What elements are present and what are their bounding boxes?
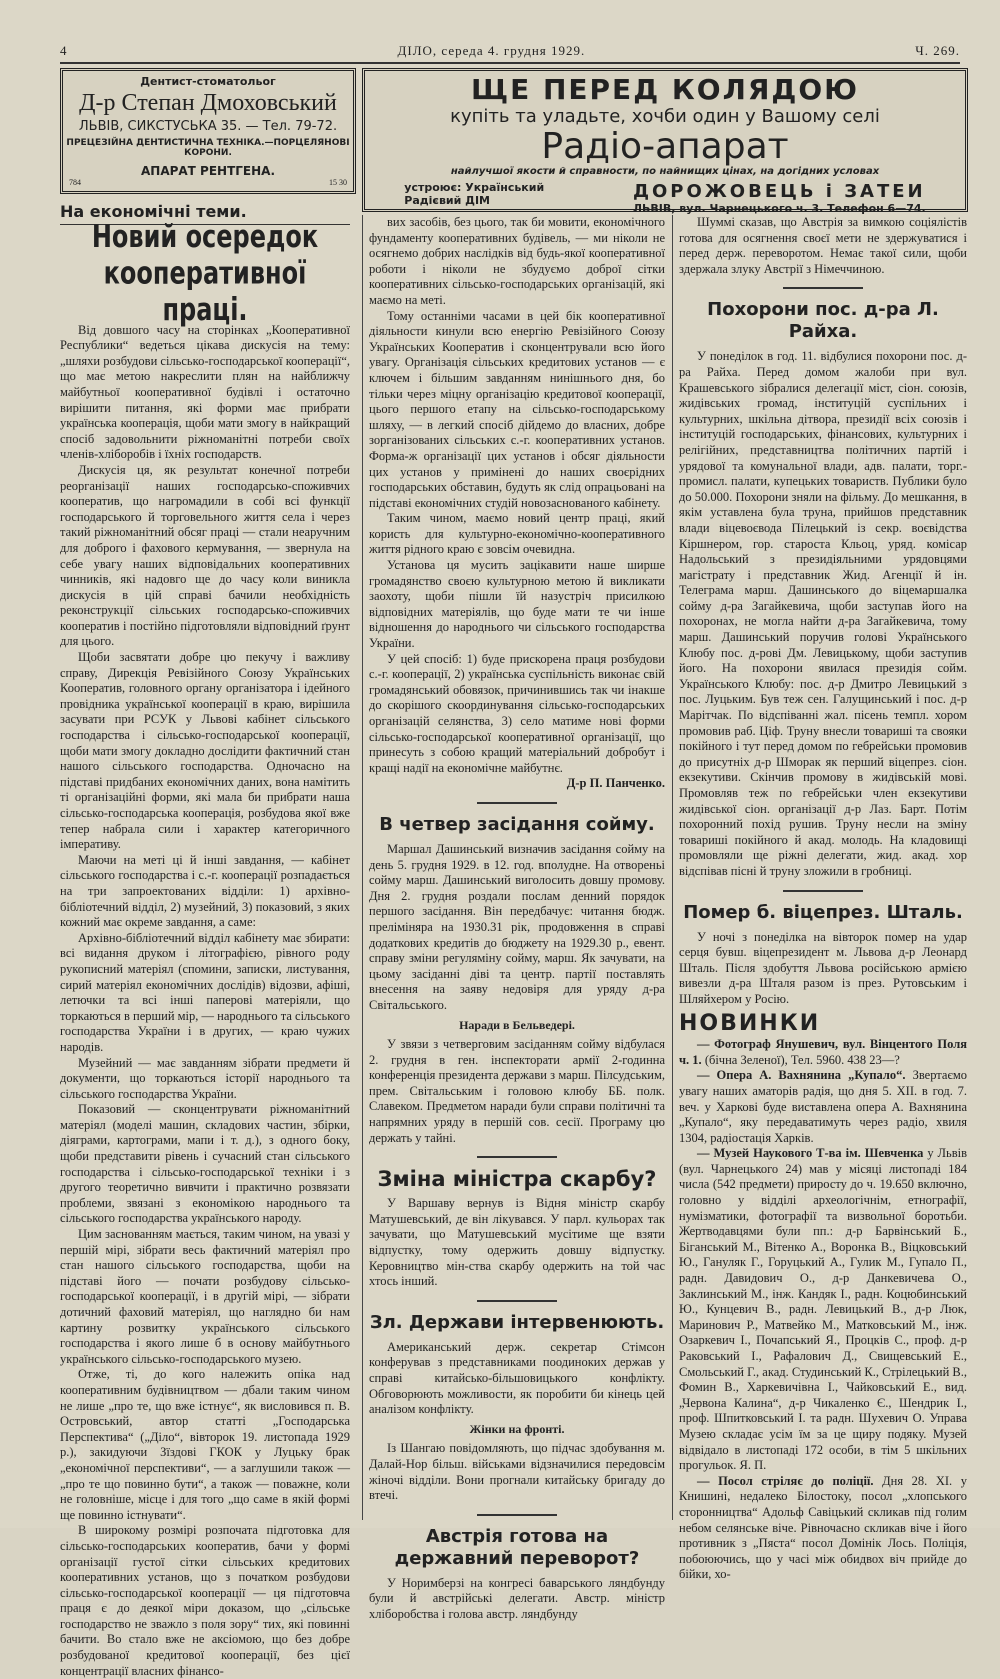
headline-minister: Зміна міністра скарбу?	[377, 1167, 657, 1192]
news-leadin: — Опера А. Вахнянина „Купало“.	[697, 1068, 906, 1083]
paragraph: Шуммі сказав, що Австрія за вимкою соціялістів готова для осягнення своєї мети не здержуватися і перед держ. переворотом. Немає такої сили, щоби здержала злуку Австрії з Німеччиною.	[679, 215, 967, 276]
divider	[783, 890, 863, 892]
paragraph: Таким чином, маємо новий центр праці, який користь для культурно-економічно-кооперативного життя рідного краю є зовсім очевидна.	[369, 511, 665, 557]
ad-radio-headline: ЩЕ ПЕРЕД КОЛЯДОЮ	[470, 73, 859, 106]
ad-radio-quality: найлучшої якости й справности, по найнищих цінах, на догідних условах	[450, 166, 880, 178]
headline-stahl: Помер б. віцепрез. Шталь.	[683, 901, 963, 923]
paragraph: Щоби засвятати добре цю пекучу і важливу справу, Дирекція Ревізійного Союзу Українських Кооператив, головного органу організатора і ідейного провідника української кооперації в краю, вирішила засувати при РСУК у Львові кабінет сільського господарства і сільсько-господарської кооперації, щоби мати змогу докладно дослідити фактичний стан нашого сільського господарства. Одночасно на підставі придбаних економічних даних, вона намітить ті організаційні форми, які мала би прибрати наша сільсько-господарська кооперація, розбудова якої вже тепер набрала сили і характер категоричного імперативу.	[60, 650, 350, 852]
page-number: 4	[60, 43, 68, 58]
headline-powers: Зл. Держави інтервенюють.	[369, 1311, 665, 1333]
news-item	[679, 1146, 967, 1473]
column-2	[362, 215, 665, 1621]
news-text: (бічна Зеленої), Тел. 5960. 438 23—?	[704, 1052, 900, 1067]
paragraph: Установа ця мусить зацікавити наше ширше громадянство своєю культурною метою й викликати заохоту, щоби пішли їй назустріч присилкою відповідних матеріялів, що буде мати те чи інше відношення до народнього чи сільського господарства України.	[369, 558, 665, 651]
ad-dentist-xray: АПАРАТ РЕНТГЕНА.	[140, 164, 275, 178]
ad-radio-installer: устроює: Український Радієвий ДІМ	[404, 181, 545, 208]
paragraph: У ночі з понеділка на вівторок помер на удар серця бувш. віцепрезидент м. Львова д-р Леонард Шталь. Після здобуття Львова російською армією вивезли д-ра Шталя разом із през. Рутовським і Шляйхером у Росію.	[679, 929, 967, 1006]
news-text: Звертаємо увагу наших аматорів радія, що дня 5. XII. в год. 7. веч. у Харкові буде виставлена опера А. Вахнянина „Купало“, яку передаватимуть через радіо, хвиля 1304, радіостація Харків.	[679, 1068, 967, 1145]
news-section-title: НОВИНКИ	[679, 1010, 821, 1036]
dentist-advertisement	[60, 68, 356, 194]
divider	[477, 1300, 557, 1302]
issue-number: Ч. 269.	[915, 43, 960, 58]
subheading-women: Жінки на фронті.	[469, 1421, 565, 1436]
paragraph: Отже, ті, до кого належить опіка над кооперативним будівництвом — дбали таким чином не лише „про те, що вже істнує“, як висловився п. В. Островський, автор статті „Господарська Перспектива“ („Діло“, вівторок 19. листопада 1929 р.), закидуючи Зїздові ГКОК у Луцьку брак „економічної перспективи“, — а заглушили також — „про те що повинно бути“, а також — поважне, коли не головніше, місце і для того „що саме в якій формі ще повинно істнувати“.	[60, 1367, 350, 1522]
headline-sejm: В четвер засідання сойму.	[379, 813, 655, 835]
radio-advertisement	[362, 68, 968, 216]
news-leadin: — Посол стріляє до поліції.	[697, 1473, 874, 1488]
news-item	[679, 1037, 967, 1068]
paragraph: У Варшаву вернув із Відня міністр скарбу Матушевський, де він лікувався. У парл. кульорах так зачувати, що Матушевський мусітиме ще взяти відпустку, тому одержить довшу відпустку. Керовництво мін-ства скарбу одержить на той час хтось інший.	[369, 1196, 665, 1289]
paragraph: У цей спосіб: 1) буде прискорена праця розбудови с.-г. кооперації, 2) українська суспільність виконає свій громадянський обовязок, причинившись так чи інакше до скорішого скоординування сільсько-господарських організацій селянства, 3) село матиме нові форми сільсько-господарської кооперативної організації, що принесуть з собою кращий матеріальний добробут і кращі надії на економічне майбутнє.	[369, 651, 665, 775]
news-text: Дня 28. XI. у Книшині, недалеко Білостоку, посол „хлопського сторонництва“ Адольф Савіцький скликав під голим небом селянське віче. Рівночасно скликав віче і його противник з „Пяста“ посол Домінік Лось. Поліція, побоюючись, що у часі між обидвох віч прийде до бійки, хо-	[679, 1473, 968, 1582]
paragraph: Маршал Дашинський визначив засідання сойму на день 5. грудня 1929. в 12. год. вполудне. На отвореньі сойму марш. Дашинський виголосить довшу промову. Дня 2. грудня роздали послам денний порядок першого засідання. Він передбачує: читання бюдж. преліміняра на 1930.31 рік, продовження в справі додаткових кредитів до бюджету на 1929.30 р., евент. справу зміни регуляміну сойму, марш. Як зачувати, на цьому засіданні діві та центр. партії поставлять внесення на заяву недовіря для уряду д-ра Світальського.	[369, 841, 665, 1012]
paragraph: Із Шангаю повідомляють, що підчас здобування м. Далай-Нор більш. військами відзначилися передовсім жіночі відділи. Вони прогнали китайську бригаду до втечі.	[369, 1441, 665, 1503]
ad-ref-right: 15 30	[329, 178, 347, 187]
ad-radio-product: Радіо-апарат	[541, 125, 789, 167]
news-text: у Львів (вул. Чарнецького 24) мав у місяці листопаді 184 числа (542 предмети) приросту до ч. 19.650 включно, головно у відділі археологічнім, етнографії, нумізматики, фотографії та визвольної боротьби. Жертводавцями були пп.: д-р Барвінський Б., Біганський М., Вітенко А., Воронка В., Віцковський Ю., Гануляк Г., Горуцький А., Гулик М., Гупало П., радн. Давидович О., д-р Данкевичева О., Заклинський М., інж. Кандяк І., радн. Коцюбинський Ю., Кунцевич В., радн. Левицький В., д-р Люк, Маринович Р., Матвейко М., Матковський М., інж. Озаркевич І., Почапський Я., Процків С., проф. д-р Раковський І., Рафалович Д., Свищевський Е., Смольський Г., акад. Студинський К., Стрілецький В., Фомин В., Харкевичівна І., Чайковський Е., вид. „Червона Калина“, д-р Чикаленко Є., Шендрик І., проф. Шпитковський І. та радн. Шухевич О. Управа Музею складає усім їм за це щиру подяку. Музей відвідало в листопаді 172 особи, в тім 5 шкільних прогульок. Я. П.	[679, 1146, 968, 1473]
paragraph: Архівно-бібліотечний відділ кабінету має збирати: всі видання друком і літографією, рівного роду рукописний матеріял (спомини, записки, листування, сирий матеріял економічних дослідів) відозви, афіші, летючки та всі інші паперові матеріяли, що торкаються в перший мір, — народнього та сільського господарства України і в других, — краю чужих народів.	[60, 930, 350, 1054]
column-3	[672, 215, 968, 1582]
article-headline: Новий осередок кооперативної праці.	[91, 217, 319, 328]
headline-austria: Австрія готова на державний переворот?	[394, 1525, 640, 1569]
ad-radio-footer	[365, 181, 965, 215]
masthead: ДІЛО, середа 4. грудня 1929.	[397, 43, 586, 58]
divider	[477, 802, 557, 804]
paragraph: Показовий — сконцентрувати ріжноманітний матеріял (моделі машин, складових частин, збірки, діяграми, картограми, мапи і т. д.), з одного боку, щоби представити рівень і сучасний стан сільського господарства і сільсько-господарської техніки і з другого теоретично вивчити і практично розвязати проблеми, звязані з економікою народнього та сільського господарства українського народу.	[60, 1102, 350, 1226]
ad-dentist-name: Д-р Степан Дмоховський	[79, 90, 337, 116]
paragraph: Музейний — має завданням зібрати предмети й документи, що торкаються історії народнього та сільського господарства України.	[60, 1055, 350, 1101]
news-leadin: — Музей Наукового Т-ва ім. Шевченка	[697, 1146, 924, 1161]
page-header	[60, 40, 960, 64]
paragraph: Цим заснованням мається, таким чином, на увазі у першій мірі, зібрати весь фактичний матеріял про стан нашого сільського господарства, щоби на підставі його — почати розбудову сільсько-господарської кооперації, і в другій мірі, — зібрати дотичний фаховий матеріял, що наглядно би нам картину розвитку українського сільського господарства і якого лише б в основу майбутнього українського сільсько-господарського музею.	[60, 1227, 350, 1366]
paragraph: В широкому розмірі розпочата підготовка для сільсько-господарських кооператив, бачи у формі організації густої сітки сільських кредитових кооперативних установ, що з початком розбудови сільсько-господарської кооперації — ця підготовча праця є до деякої міри доказом, що „сільське господарство не зважло з поля зору“ тих, які повинні бачити. Во стало вже не аксіомою, що без добре розбудованої кредитової кооперації, без цієї концентрації власних фінансо-	[60, 1523, 350, 1678]
ad-dentist-services: ПРЕЦЕЗІЙНА ДЕНТИСТИЧНА ТЕХНІКА.—ПОРЦЕЛЯНОВІ КОРОНИ.	[66, 138, 350, 158]
news-leadin: — Фотограф Янушевич, вул. Вінцентого Поля ч. 1.	[679, 1037, 967, 1067]
ad-radio-firm-name: ДОРОЖОВЕЦЬ і ЗАТЕИ	[632, 181, 926, 203]
paragraph: У звязи з четверговим засіданням сойму відбулася 2. грудня в ген. інспекторати армії 2-годинна конференція президента держави з марш. Пілсудським, прем. Світальським і головою клюбу ББ. полк. Славеком. Предметом наради були справи політичні та напрямних уряду в першій сов. сесії. Програму цю держать у тайні.	[369, 1037, 665, 1145]
ad-radio-line2: купіть та уладьте, хочби один у Вашому селі	[450, 105, 880, 127]
author-signature: Д-р П. Панченко.	[566, 776, 665, 791]
divider	[477, 1156, 557, 1158]
paragraph: У Норимберзі на конгресі баварського ляндбунду були й австрійські делегати. Австр. міністр хліборобства і голова австр. ляндбунду	[369, 1575, 665, 1621]
ad-radio-firm-address: ЛЬВІВ, вул. Чарнецького ч. 3. Телефон 6—74.	[632, 202, 926, 216]
subheading-belveder: Наради в Бельведері.	[459, 1017, 575, 1032]
ad-dentist-profession: Дентист-стоматольог	[140, 75, 276, 88]
paragraph: Американський держ. секретар Стімсон конферував з представниками поодиноких держав у справі китайсько-більшовицького конфлікту. Обговорюють можливости, як поробити би кінець цей аналізом конфлікту.	[369, 1339, 665, 1417]
paragraph: Від довшого часу на сторінках „Кооперативної Республики“ ведеться цікава дискусія на тему: „шляхи розбудови сільсько-господарської кооперації“, що має метою накреслити плян на найближчу майбутньої кооперативної будівлі і остаточно вирішити питання, які форми має прибрати українська кооперація, щоби мати змогу в найкращий спосіб задовольнити ріжноманітні потреби своїх членів-хліборобів і їхніх господарств.	[60, 322, 350, 462]
paragraph: Дискусія ця, як результат конечної потреби реорганізації наших господарсько-споживчих кооператив, що нагромадили в собі всі функції господарського й торговельного життя села і через такий ріжноманітний обсяг праці — стали неаручним для доброго і фахового кермування, — звернула на себе увагу наших відповідальних кооперативних чинників, які надовго ще до часу коли виникла дискусія в цій справі бачили необхідність реконструкції сільських господарсько-споживчих кооператив і постійно підготовляли відповідний ґрунт для цього.	[60, 462, 350, 649]
ad-ref-left: 784	[69, 178, 81, 187]
news-item	[679, 1068, 967, 1146]
divider	[783, 287, 863, 289]
ad-dentist-address: ЛЬВІВ, СИКСТУСЬКА 35. — Тел. 79-72.	[78, 119, 338, 134]
paragraph: У понеділок в год. 11. відбулися похорони пос. д-ра Райха. Перед домом жалоби при вул. Крашевського зібралися делегації міст, сіон. союзів, жидівських громад, інституцій суспільних і культурних, шкільна дітвора, президії всіх союзів і інституцій господарських, фінансових, культурних і релігійних, представництва політичних партій і урядової та комунальної влади, адв. палати, торг.-промисл. палати, купецьких товариств. Публики було до 50.000. Похорони зняли на фільму. До мешкання, в якім уставлена була труна, прийшов представник влади віцевоєвода Пілецький із секр. воєвідства Кіршнером, гор. староста Кльоц, уряд. комісар Надольський з президіяльними урядовцями магістрату і представник Жид. Агенції й ін. Телеграма марш. Дашинського до віцемаршалка сойму д-ра Загайкевича, щоби заступав його на похоронах, не могла найти д-ра Загайкевича, тому марш. Дашинський поручив голові Українського Клюбу пос. д-рові Дм. Левицькому, щоби заступив його. На похорони явилася президія сойм. Українського Клюбу: пос. д-р Дмитро Левицький з пос. Луцьким. Був теж сен. Галущинський і пос. д-р Марітчак. По відспіванні жал. пісень темпл. хором промовив раб. Ціф. Труну внесли товариші та свояки покійного і тут перед домом по гебрейськи промовив до присутніх д-р Шморак як перший віцепрез. сіон. екзекутиви. Скінчив промову в жидівській мові. Промовляв теж по гебрейськи член екзекутиви жидівської сіон. організації д-р Лаз. Барт. Потім похоронний похід рушив. Труну несли на зміну товариші покійного й акад. молодь. На кладовищі промовляли ще ріжні делегати, жид. акад. хор відспівав пісні й труну зложили в гробниці.	[679, 349, 967, 878]
ad-radio-firm	[633, 181, 926, 215]
paragraph: Маючи на меті ці й інші завдання, — кабінет сільського господарства і с.-г. кооперації розпадається на три запроектованих відділи: 1) архівно-бібліотечний відділ, 2) музейний, 3) показовий, з яких кожний має окреме завдання, а саме:	[60, 852, 350, 930]
column-1	[60, 200, 350, 1678]
news-item	[679, 1474, 967, 1583]
paragraph: вих засобів, без цього, так би мовити, економічного фундаменту кооперативних будівель, — ми ніколи не осягнемо добрих наслідків від будь-якої кооперативної роботи і ніколи не збудуємо доброї сітки кооперативних сільсько-господарських організацій, які маємо на меті.	[369, 215, 665, 307]
headline-funeral: Похорони пос. д-ра Л. Райха.	[707, 299, 939, 343]
paragraph: Тому останніми часами в цей бік кооперативної діяльности кинули всю енергію Ревізійного Союзу Українських Кооператив і сконцентрували всю його увагу. Організація сільських кредитових установ — є ключем і більшим завданням нинішнього дня, бо тільки через міцну організацію кредитової кооперації, цього першого етапу на сільсько-господарському шляху, — в легкий спосіб дійдемо до власних, добре зорганізованих сільських с.-г. кооперативних установ. Форма-ж організації цих установ і обсяг діяльности цих установ у примінені до наших своєрідних господарських обставин, будуть як слід опрацьовані на підставі економічних студій новозаснованого кабінету.	[369, 308, 665, 510]
section-title: На економічні теми.	[60, 204, 350, 225]
divider	[477, 1514, 557, 1516]
